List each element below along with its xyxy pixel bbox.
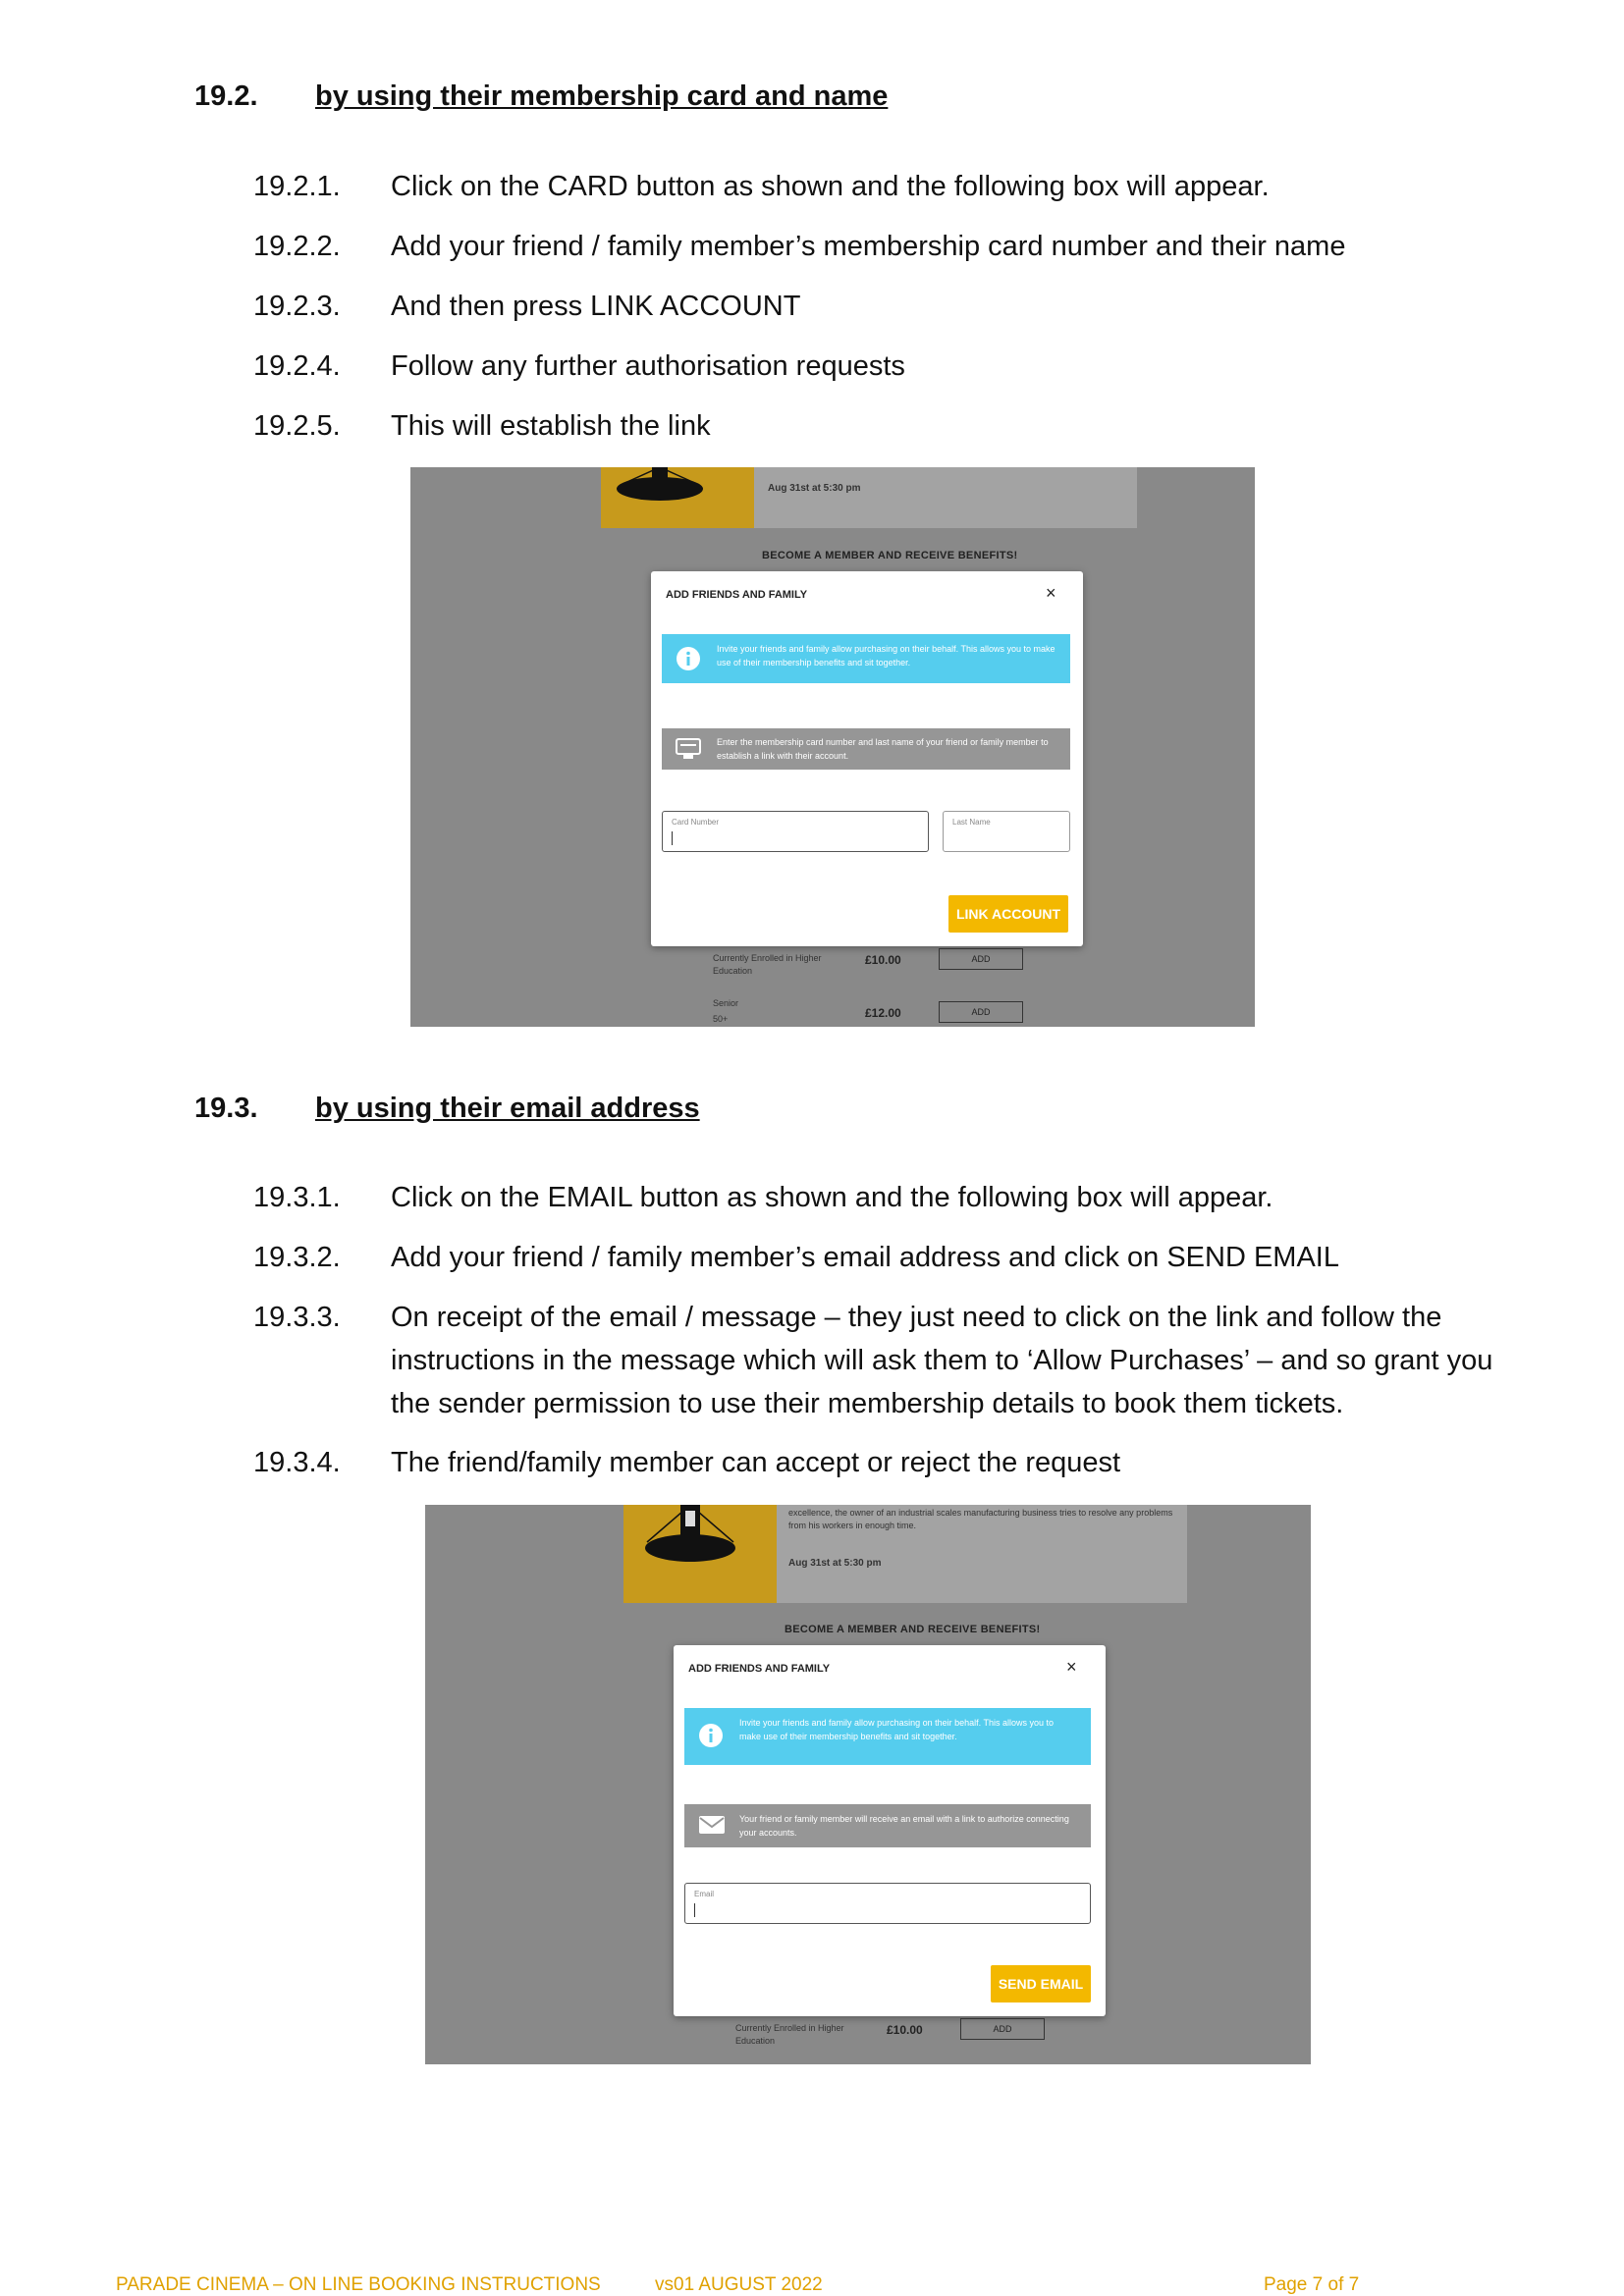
screenshot-email-link <box>425 1505 1311 2064</box>
card-banner <box>662 728 1070 770</box>
step-text: Click on the CARD button as shown and the following box will appear. <box>391 171 1270 202</box>
ticket-type-label: Currently Enrolled in Higher Education <box>713 953 822 976</box>
section-number: 19.3. <box>194 1093 258 1124</box>
scales-image-icon <box>601 467 754 528</box>
ticket-type-sub: 50+ <box>713 1014 729 1024</box>
event-poster <box>601 467 754 528</box>
card-text: Enter the membership card number and last name of your friend or family member to establish a link with their account. <box>717 737 1049 761</box>
send-email-button[interactable]: SEND EMAIL <box>991 1965 1091 2002</box>
event-poster <box>623 1505 777 1603</box>
step-text: This will establish the link <box>391 410 711 442</box>
close-icon[interactable]: × <box>1046 583 1056 603</box>
footer-title: PARADE CINEMA – ON LINE BOOKING INSTRUCTIONS <box>116 2274 601 2295</box>
add-button[interactable]: ADD <box>960 2018 1045 2040</box>
add-friends-modal <box>674 1645 1106 2016</box>
membership-card-icon <box>676 737 701 761</box>
step-text: Add your friend / family member’s email address and click on SEND EMAIL <box>391 1242 1339 1273</box>
list-item <box>253 1441 1530 1484</box>
email-input[interactable] <box>684 1883 1091 1924</box>
add-friends-modal <box>651 571 1083 946</box>
email-text: Your friend or family member will receive an email with a link to authorize connecting your accounts. <box>739 1814 1069 1838</box>
info-banner <box>684 1708 1091 1765</box>
add-button[interactable]: ADD <box>939 1001 1023 1023</box>
info-icon <box>698 1723 724 1748</box>
section-title: by using their membership card and name <box>315 80 889 112</box>
step-text: And then press LINK ACCOUNT <box>391 291 801 322</box>
list-item <box>253 1236 1530 1279</box>
envelope-icon <box>698 1814 726 1836</box>
ticket-type-label: Senior <box>713 998 739 1008</box>
step-number: 19.3.1. <box>253 1182 341 1213</box>
ticket-price: £10.00 <box>887 2023 923 2037</box>
list-item <box>253 404 1530 448</box>
step-text: Click on the EMAIL button as shown and the following box will appear. <box>391 1182 1273 1213</box>
list-item <box>253 345 1530 388</box>
event-description: excellence, the owner of an industrial scales manufacturing business tries to resolve any problems from his workers in enough time. <box>788 1508 1173 1530</box>
become-member-heading: BECOME A MEMBER AND RECEIVE BENEFITS! <box>785 1624 1041 1635</box>
event-date: Aug 31st at 5:30 pm <box>768 483 861 494</box>
step-number: 19.2.1. <box>253 171 341 202</box>
info-text: Invite your friends and family allow purchasing on their behalf. This allows you to make use of their membership benefits and sit together. <box>739 1718 1055 1741</box>
close-icon[interactable]: × <box>1066 1657 1077 1677</box>
step-number: 19.2.4. <box>253 350 341 382</box>
ticket-price: £10.00 <box>865 953 901 967</box>
footer-version: vs01 AUGUST 2022 <box>655 2274 823 2295</box>
become-member-heading: BECOME A MEMBER AND RECEIVE BENEFITS! <box>762 550 1018 561</box>
step-number: 19.3.2. <box>253 1242 341 1273</box>
modal-title: ADD FRIENDS AND FAMILY <box>666 589 808 601</box>
email-label: Email <box>694 1890 715 1898</box>
list-item <box>253 165 1530 208</box>
event-date: Aug 31st at 5:30 pm <box>788 1558 882 1569</box>
step-number: 19.2.3. <box>253 291 341 322</box>
info-text: Invite your friends and family allow purchasing on their behalf. This allows you to make use of their membership benefits and sit together. <box>717 644 1056 667</box>
step-text: The friend/family member can accept or reject the request <box>391 1447 1121 1478</box>
scales-image-icon <box>623 1505 777 1603</box>
section-number: 19.2. <box>194 80 258 112</box>
step-number: 19.3.4. <box>253 1447 341 1478</box>
step-text: Add your friend / family member’s membership card number and their name <box>391 231 1346 262</box>
step-number: 19.2.5. <box>253 410 341 442</box>
step-text: On receipt of the email / message – they just need to click on the link and follow the instructions in the message which will ask them to ‘Allow Purchases’ – and so grant you the sender permission to use their membership details to book them tickets. <box>391 1302 1493 1419</box>
step-number: 19.2.2. <box>253 231 341 262</box>
step-text: Follow any further authorisation requests <box>391 350 905 382</box>
info-icon <box>676 646 701 671</box>
email-banner <box>684 1804 1091 1847</box>
footer-page-number: Page 7 of 7 <box>1264 2274 1360 2295</box>
last-name-label: Last Name <box>952 818 991 827</box>
text-caret <box>694 1903 695 1917</box>
link-account-button[interactable]: LINK ACCOUNT <box>948 895 1068 933</box>
list-item <box>253 1296 1530 1425</box>
ticket-price: £12.00 <box>865 1006 901 1020</box>
section-title: by using their email address <box>315 1093 700 1124</box>
list-item <box>253 1176 1530 1219</box>
add-button[interactable]: ADD <box>939 948 1023 970</box>
text-caret <box>672 831 673 845</box>
list-item <box>253 285 1530 328</box>
list-item <box>253 225 1530 268</box>
info-banner <box>662 634 1070 683</box>
last-name-input[interactable] <box>943 811 1070 852</box>
card-number-label: Card Number <box>672 818 720 827</box>
step-number: 19.3.3. <box>253 1302 341 1333</box>
screenshot-card-link <box>410 467 1255 1027</box>
card-number-input[interactable] <box>662 811 929 852</box>
modal-title: ADD FRIENDS AND FAMILY <box>688 1663 831 1675</box>
ticket-type-label: Currently Enrolled in Higher Education <box>735 2023 844 2046</box>
